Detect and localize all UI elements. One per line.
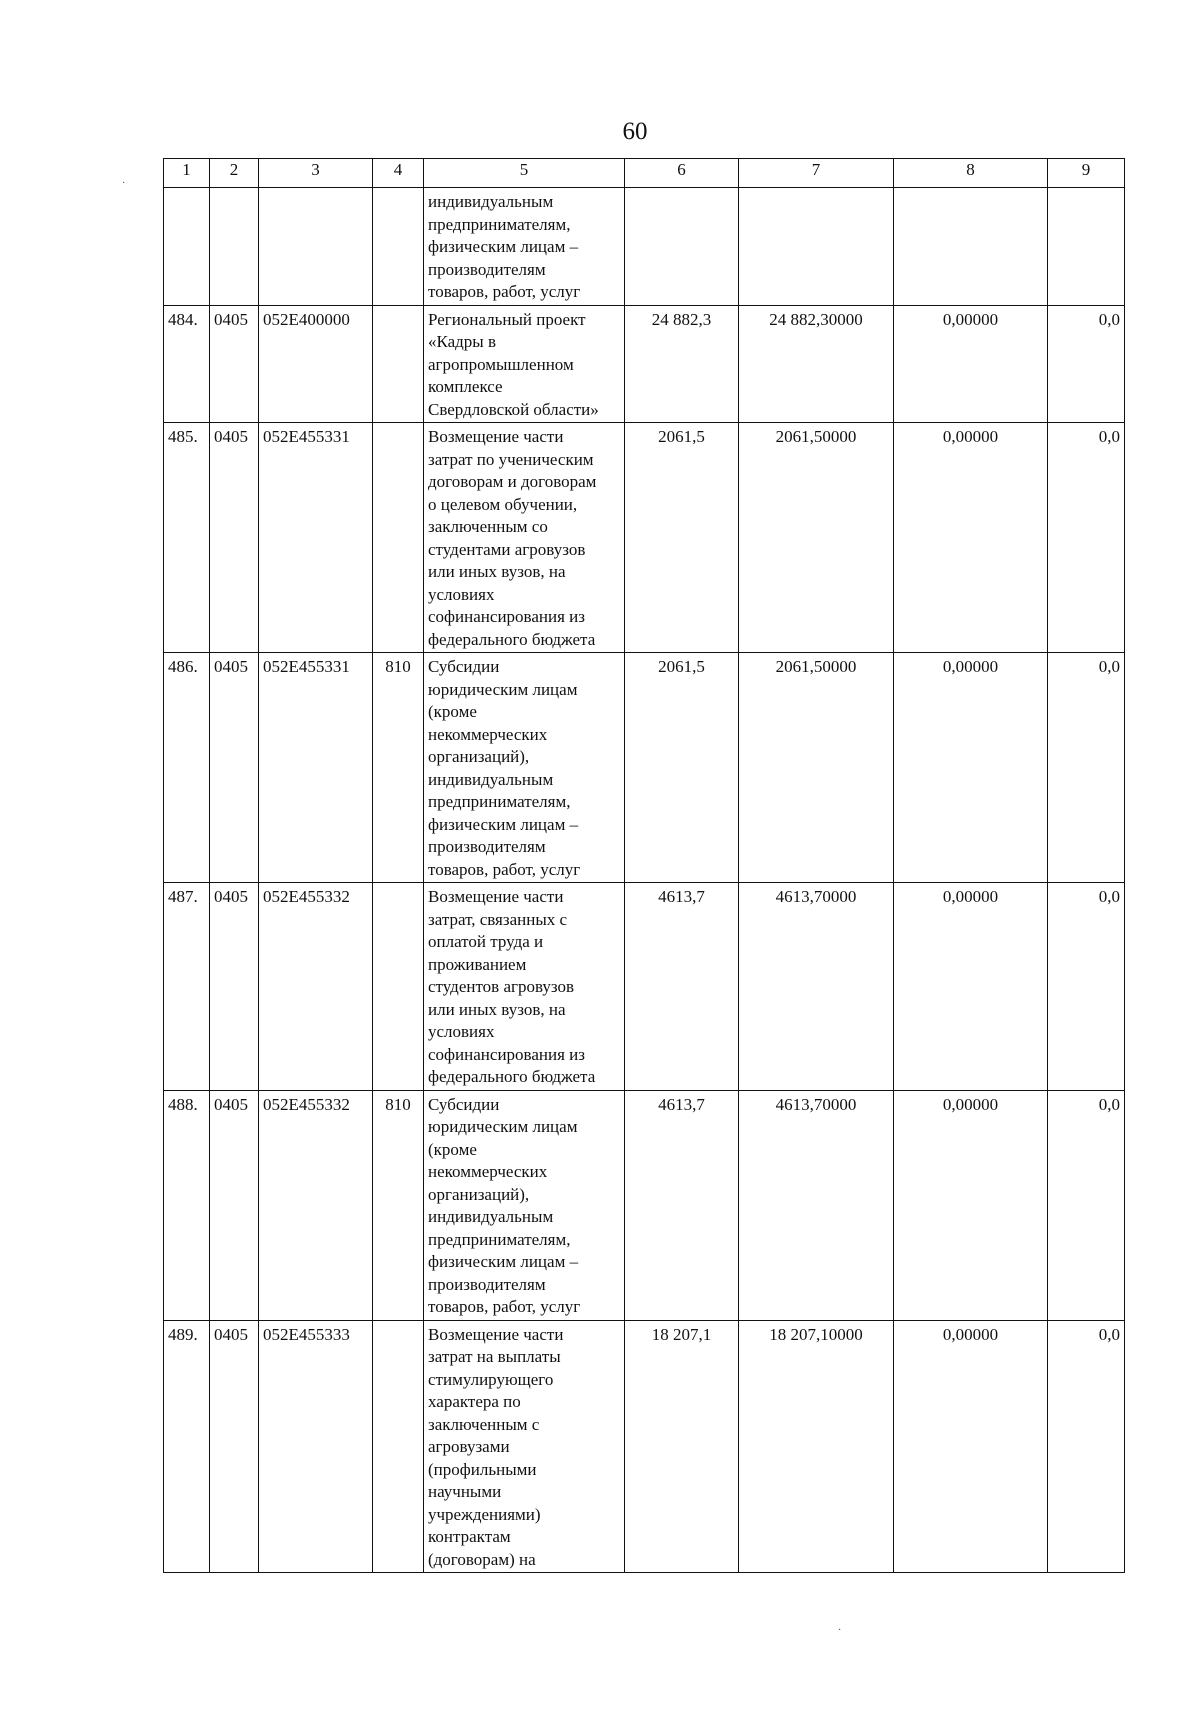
section-code: 0405 (210, 883, 259, 1091)
amount-planned (625, 188, 739, 306)
amount-col8: 0,00000 (894, 1320, 1048, 1573)
amount-executed: 24 882,30000 (739, 305, 894, 423)
amount-executed: 4613,70000 (739, 1090, 894, 1320)
item-description: индивидуальным предпринимателям, физическим лицам – производителям товаров, работ, услуг (424, 188, 625, 306)
item-description: Субсидии юридическим лицам (кроме некоммерческих организаций), индивидуальным предпринимателям, физическим лицам – производителям товаров, работ, услуг (424, 653, 625, 883)
amount-col9: 0,0 (1048, 305, 1125, 423)
target-code: 052E455331 (259, 653, 373, 883)
expense-type (373, 188, 424, 306)
column-header-4: 4 (373, 159, 424, 188)
scan-speck: · (838, 1625, 842, 1636)
amount-planned: 2061,5 (625, 423, 739, 653)
section-code: 0405 (210, 1320, 259, 1573)
amount-col8: 0,00000 (894, 653, 1048, 883)
amount-col8: 0,00000 (894, 423, 1048, 653)
section-code: 0405 (210, 423, 259, 653)
amount-col8: 0,00000 (894, 1090, 1048, 1320)
table-row (164, 423, 1125, 653)
table-row (164, 188, 1125, 306)
item-description: Возмещение части затрат на выплаты стимулирующего характера по заключенным с агровузами (профильными научными учреждениями) контрактам (договорам) на (424, 1320, 625, 1573)
amount-col9: 0,0 (1048, 653, 1125, 883)
item-description: Региональный проект «Кадры в агропромышленном комплексе Свердловской области» (424, 305, 625, 423)
row-number: 484. (164, 305, 210, 423)
table-row (164, 305, 1125, 423)
row-number: 485. (164, 423, 210, 653)
column-header-7: 7 (739, 159, 894, 188)
amount-planned: 24 882,3 (625, 305, 739, 423)
amount-col9: 0,0 (1048, 883, 1125, 1091)
section-code: 0405 (210, 1090, 259, 1320)
column-header-8: 8 (894, 159, 1048, 188)
section-code (210, 188, 259, 306)
column-header-5: 5 (424, 159, 625, 188)
target-code: 052E455331 (259, 423, 373, 653)
amount-planned: 4613,7 (625, 1090, 739, 1320)
amount-col8: 0,00000 (894, 305, 1048, 423)
target-code (259, 188, 373, 306)
row-number: 487. (164, 883, 210, 1091)
budget-table (163, 158, 1125, 1573)
expense-type (373, 883, 424, 1091)
item-description: Субсидии юридическим лицам (кроме некоммерческих организаций), индивидуальным предпринимателям, физическим лицам – производителям товаров, работ, услуг (424, 1090, 625, 1320)
table-row (164, 883, 1125, 1091)
section-code: 0405 (210, 305, 259, 423)
expense-type: 810 (373, 1090, 424, 1320)
column-header-3: 3 (259, 159, 373, 188)
section-code: 0405 (210, 653, 259, 883)
header-row (164, 159, 1125, 188)
amount-col8 (894, 188, 1048, 306)
amount-planned: 18 207,1 (625, 1320, 739, 1573)
expense-type (373, 305, 424, 423)
amount-col9: 0,0 (1048, 1090, 1125, 1320)
amount-col9: 0,0 (1048, 423, 1125, 653)
amount-col9: 0,0 (1048, 1320, 1125, 1573)
amount-planned: 4613,7 (625, 883, 739, 1091)
expense-type: 810 (373, 653, 424, 883)
target-code: 052E455332 (259, 1090, 373, 1320)
amount-executed: 4613,70000 (739, 883, 894, 1091)
row-number: 486. (164, 653, 210, 883)
target-code: 052E455333 (259, 1320, 373, 1573)
amount-col8: 0,00000 (894, 883, 1048, 1091)
row-number (164, 188, 210, 306)
table-row (164, 1320, 1125, 1573)
amount-col9 (1048, 188, 1125, 306)
expense-type (373, 423, 424, 653)
item-description: Возмещение части затрат, связанных с оплатой труда и проживанием студентов агровузов или иных вузов, на условиях софинансирования из федерального бюджета (424, 883, 625, 1091)
target-code: 052E400000 (259, 305, 373, 423)
row-number: 488. (164, 1090, 210, 1320)
amount-executed: 2061,50000 (739, 653, 894, 883)
page-number: 60 (622, 118, 648, 145)
column-header-1: 1 (164, 159, 210, 188)
amount-executed: 18 207,10000 (739, 1320, 894, 1573)
amount-planned: 2061,5 (625, 653, 739, 883)
expense-type (373, 1320, 424, 1573)
scan-speck: · (122, 178, 126, 189)
column-header-9: 9 (1048, 159, 1125, 188)
table-row (164, 653, 1125, 883)
column-header-6: 6 (625, 159, 739, 188)
column-header-2: 2 (210, 159, 259, 188)
row-number: 489. (164, 1320, 210, 1573)
item-description: Возмещение части затрат по ученическим договорам и договорам о целевом обучении, заключенным со студентами агровузов или иных вузов, на условиях софинансирования из федерального бюджета (424, 423, 625, 653)
amount-executed (739, 188, 894, 306)
table-row (164, 1090, 1125, 1320)
amount-executed: 2061,50000 (739, 423, 894, 653)
target-code: 052E455332 (259, 883, 373, 1091)
